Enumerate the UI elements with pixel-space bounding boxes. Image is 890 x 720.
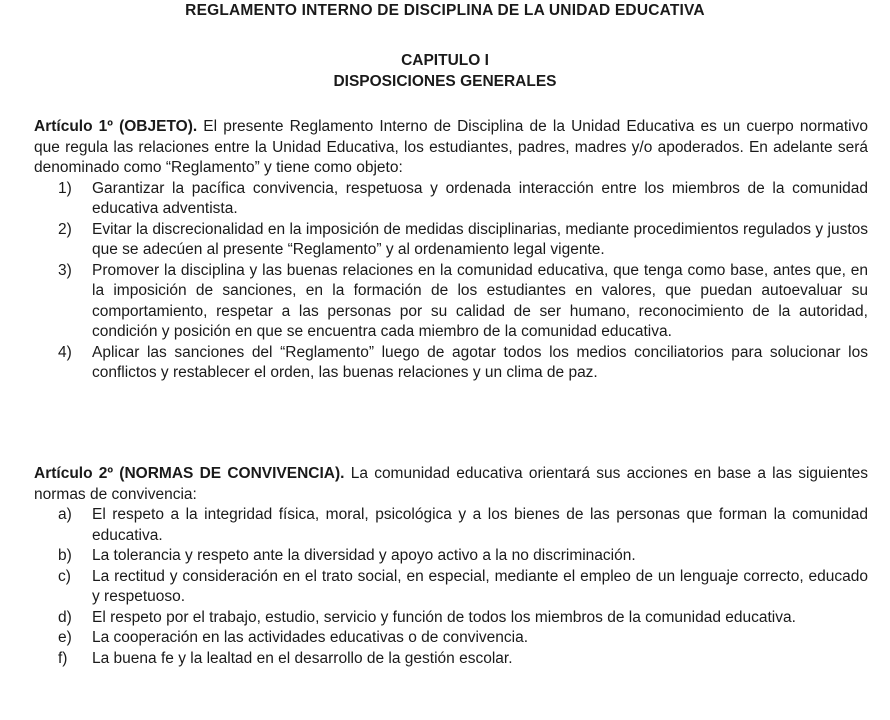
list-item xyxy=(34,343,868,384)
list-item-text: Promover la disciplina y las buenas relaciones en la comunidad educativa, que tenga como base, antes que, en la imposición de sanciones, en la formación de los estudiantes en valores, que puedan autoevaluar su comportamiento, respetar a las personas por su calidad de ser humano, reconocimiento de la autoridad, condición y posición en que se encuentra cada miembro de la comunidad educativa. xyxy=(92,261,868,340)
list-marker: 3) xyxy=(58,261,72,279)
article-intro xyxy=(34,464,868,505)
list-item xyxy=(34,505,868,546)
list-item xyxy=(34,261,868,343)
list-item-text: Evitar la discrecionalidad en la imposición de medidas disciplinarias, mediante procedimientos regulados y justos que se adecúen al presente “Reglamento” y al ordenamiento legal vigente. xyxy=(92,220,868,258)
list-marker: 4) xyxy=(58,343,72,361)
list-item xyxy=(34,608,868,629)
article-heading: Artículo 1º (OBJETO). xyxy=(34,118,198,135)
article-text: El presente Reglamento Interno de Disciplina de la Unidad Educativa es un cuerpo normativo que regula las relaciones entre la Unidad Educativa, los estudiantes, padres, madres y/o apoderados. En adelante será denominado como “Reglamento” y tiene como objeto: xyxy=(34,118,868,176)
list-marker: 1) xyxy=(58,179,72,197)
article-text: La comunidad educativa orientará sus acciones en base a las siguientes normas de convivencia: xyxy=(34,465,869,503)
list-item-text: Aplicar las sanciones del “Reglamento” luego de agotar todos los medios conciliatorios para solucionar los conflictos y restablecer el orden, las buenas relaciones y un clima de paz. xyxy=(92,343,868,381)
article-heading: Artículo 2º (NORMAS DE CONVIVENCIA). xyxy=(34,465,345,482)
list-marker: f) xyxy=(58,649,68,667)
list-marker: d) xyxy=(58,608,72,626)
document-title: REGLAMENTO INTERNO DE DISCIPLINA DE LA UNIDAD EDUCATIVA xyxy=(185,2,705,19)
article-2 xyxy=(34,464,868,669)
article-1 xyxy=(34,117,868,384)
list-item-text: Garantizar la pacífica convivencia, respetuosa y ordenada interacción entre los miembros de la comunidad educativa adventista. xyxy=(92,179,868,217)
chapter-heading xyxy=(0,50,890,92)
article-intro xyxy=(34,117,868,179)
list-item-text: La rectitud y consideración en el trato social, en especial, mediante el empleo de un lenguaje correcto, educado y respetuoso. xyxy=(92,567,868,605)
list-marker: 2) xyxy=(58,220,72,238)
list-item-text: El respeto a la integridad física, moral, psicológica y a los bienes de las personas que forman la comunidad educativa. xyxy=(92,506,868,544)
list-marker: b) xyxy=(58,547,72,564)
list-item-text: La cooperación en las actividades educativas o de convivencia. xyxy=(92,629,528,646)
list-marker: e) xyxy=(58,629,72,646)
list-marker: c) xyxy=(58,567,71,585)
list-item xyxy=(34,567,868,608)
list-marker: a) xyxy=(58,506,72,523)
list-item xyxy=(34,179,868,220)
list-item xyxy=(34,220,868,261)
list-item-text: La buena fe y la lealtad en el desarrollo de la gestión escolar. xyxy=(92,649,513,667)
article-item-list xyxy=(34,179,868,384)
list-item xyxy=(34,628,868,649)
article-item-list xyxy=(34,505,868,669)
list-item-text: El respeto por el trabajo, estudio, servicio y función de todos los miembros de la comunidad educativa. xyxy=(92,608,796,626)
list-item xyxy=(34,546,868,567)
chapter-title: DISPOSICIONES GENERALES xyxy=(333,73,557,90)
chapter-number: CAPITULO I xyxy=(401,52,489,69)
list-item-text: La tolerancia y respeto ante la diversidad y apoyo activo a la no discriminación. xyxy=(92,547,636,564)
list-item xyxy=(34,649,868,670)
